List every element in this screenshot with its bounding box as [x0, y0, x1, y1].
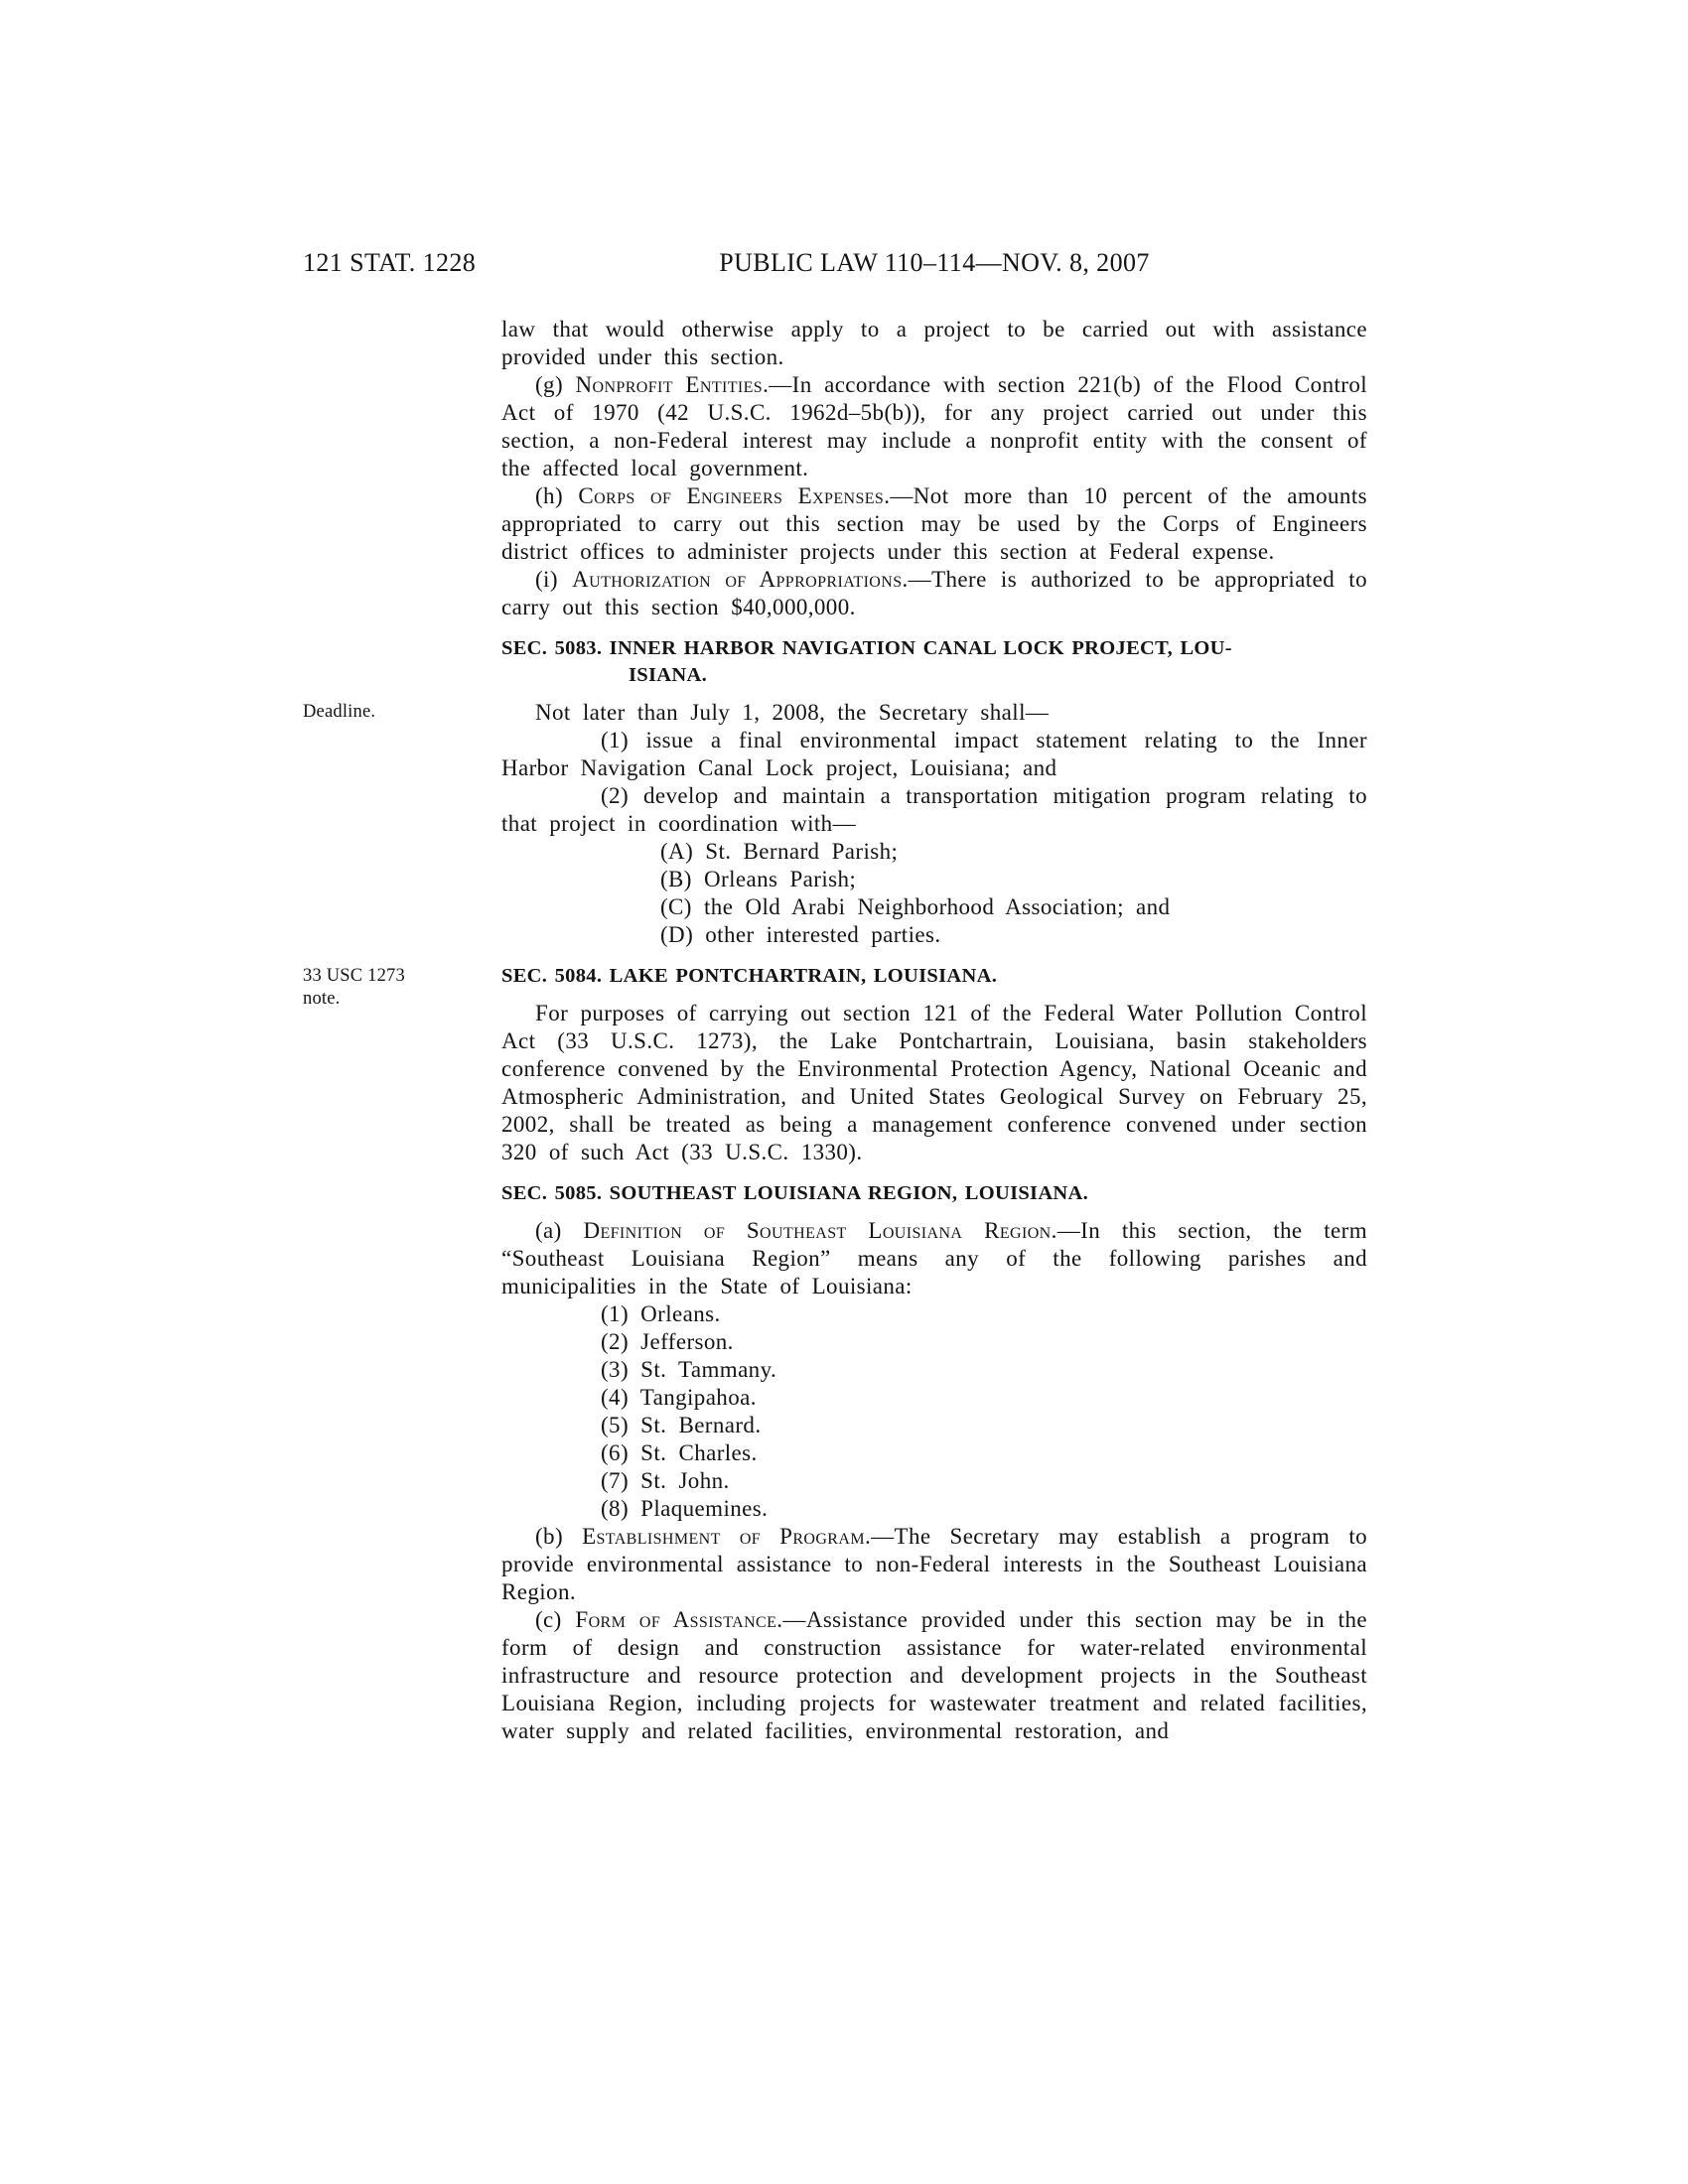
text-run: For purposes of carrying out section 121 of the Federal Water Pollution Control Act (33 U.S.C. 1273), the Lake Pontchartrain, Louisiana, basin stakeholders conference convened by the Environmental Protection Agency, National Oceanic and Atmospheric Administration, and United States Geological Survey on February 25, 2002, shall be treated as being a management conference convened under section 320 of such Act (33 U.S.C. 1330).	[501, 1001, 1367, 1164]
smallcaps-run: Establishment of Program	[582, 1524, 865, 1549]
list-item-3	[501, 1356, 1367, 1384]
section-5085-heading	[501, 1180, 1367, 1207]
section-5083-heading	[501, 635, 1367, 689]
text-run: (2) develop and maintain a transportation mitigation program relating to that project in coordination with—	[501, 783, 1367, 836]
text-run: Not later than July 1, 2008, the Secretary shall—	[535, 700, 1050, 725]
text-run: .—The Secretary may establish a program to provide environmental assistance to non-Federal interests in the Southeast Louisiana Region.	[501, 1524, 1368, 1604]
text-run: (h)	[535, 483, 579, 508]
list-item-6	[501, 1439, 1367, 1467]
text-run: (8) Plaquemines.	[601, 1496, 769, 1521]
subsection-a-paragraph	[501, 1217, 1367, 1300]
section-5083-intro	[303, 699, 1367, 727]
smallcaps-run: Form of Assistance	[575, 1607, 777, 1632]
text-run: .—Not more than 10 percent of the amounts appropriated to carry out this section may be used by the Corps of Engineers district offices to administer projects under this section at Federal expense.	[501, 483, 1367, 564]
text-run: (c)	[535, 1607, 576, 1632]
smallcaps-run: Authorization of Appropriations	[572, 567, 903, 592]
list-item-4	[501, 1384, 1367, 1412]
margin-note: Deadline.	[303, 702, 376, 722]
heading-line: ISIANA.	[629, 664, 707, 686]
list-item-7	[501, 1467, 1367, 1495]
text-run: (g)	[535, 372, 576, 397]
statute-text-column	[303, 316, 1368, 1745]
text-run: (1) issue a final environmental impact statement relating to the Inner Harbor Navigation Canal Lock project, Louisiana; and	[501, 728, 1367, 780]
subparagraph-b	[501, 866, 1367, 893]
page-header-stat-number: 121 STAT. 1228	[303, 248, 477, 277]
smallcaps-run: Nonprofit Entities	[575, 372, 764, 397]
heading-line: SEC. 5083. INNER HARBOR NAVIGATION CANAL LOCK PROJECT, LOU-	[501, 637, 1232, 659]
heading-line: SEC. 5085. SOUTHEAST LOUISIANA REGION, LOUISIANA.	[501, 1182, 1089, 1204]
subsection-g-paragraph	[501, 371, 1367, 482]
smallcaps-run: Definition of Southeast Louisiana Region	[583, 1218, 1052, 1243]
section-5084-paragraph	[501, 1000, 1367, 1166]
text-run: .—There is authorized to be appropriated to carry out this section $40,000,000.	[501, 567, 1367, 619]
smallcaps-run: Corps of Engineers Expenses	[578, 483, 885, 508]
text-run: .—Assistance provided under this section may be in the form of design and construction assistance for water-related environmental infrastructure and resource protection and development projects in the Southeast Louisiana Region, including projects for wastewater treatment and related facilities, water supply and related facilities, environmental restoration, and	[501, 1607, 1367, 1743]
text-run: (1) Orleans.	[601, 1301, 721, 1326]
list-item-8	[501, 1495, 1367, 1523]
text-run: (A) St. Bernard Parish;	[660, 839, 899, 864]
text-run: law that would otherwise apply to a project to be carried out with assistance provided under this section.	[501, 317, 1367, 369]
text-run: (4) Tangipahoa.	[601, 1385, 757, 1410]
text-run: (B) Orleans Parish;	[660, 867, 857, 891]
list-item-2	[501, 1328, 1367, 1356]
text-run: (5) St. Bernard.	[601, 1413, 762, 1437]
text-run: (i)	[535, 567, 573, 592]
subsection-i-paragraph	[501, 566, 1367, 621]
margin-note: 33 USC 1273 note.	[303, 966, 405, 1009]
text-run: .—In accordance with section 221(b) of the Flood Control Act of 1970 (42 U.S.C. 1962d–5b(b)), for any project carried out under this section, a non-Federal interest may include a nonprofit entity with the consent of the affected local government.	[501, 372, 1368, 480]
text-run: (C) the Old Arabi Neighborhood Association; and	[660, 894, 1171, 919]
text-run: (6) St. Charles.	[601, 1440, 758, 1465]
subparagraph-d	[501, 921, 1367, 949]
paragraph-1	[501, 727, 1367, 782]
heading-line: SEC. 5084. LAKE PONTCHARTRAIN, LOUISIANA.	[501, 965, 998, 987]
subparagraph-a	[501, 838, 1367, 866]
text-run: (2) Jefferson.	[601, 1329, 734, 1354]
section-5084-heading	[303, 963, 1367, 1009]
subsection-b-paragraph	[501, 1523, 1367, 1606]
subsection-h-paragraph	[501, 482, 1367, 566]
continuation-paragraph	[501, 316, 1367, 371]
text-run: (7) St. John.	[601, 1468, 730, 1493]
text-run: (3) St. Tammany.	[601, 1357, 777, 1382]
subsection-c-paragraph	[501, 1606, 1367, 1745]
text-run: (D) other interested parties.	[660, 922, 941, 947]
subparagraph-c	[501, 893, 1367, 921]
list-item-1	[501, 1300, 1367, 1328]
list-item-5	[501, 1412, 1367, 1439]
text-run: .—In this section, the term “Southeast Louisiana Region” means any of the following parishes and municipalities in the State of Louisiana:	[501, 1218, 1367, 1298]
page-header-law-title: PUBLIC LAW 110–114—NOV. 8, 2007	[719, 248, 1150, 277]
text-run: (b)	[535, 1524, 583, 1549]
paragraph-2	[501, 782, 1367, 838]
text-run: (a)	[535, 1218, 584, 1243]
